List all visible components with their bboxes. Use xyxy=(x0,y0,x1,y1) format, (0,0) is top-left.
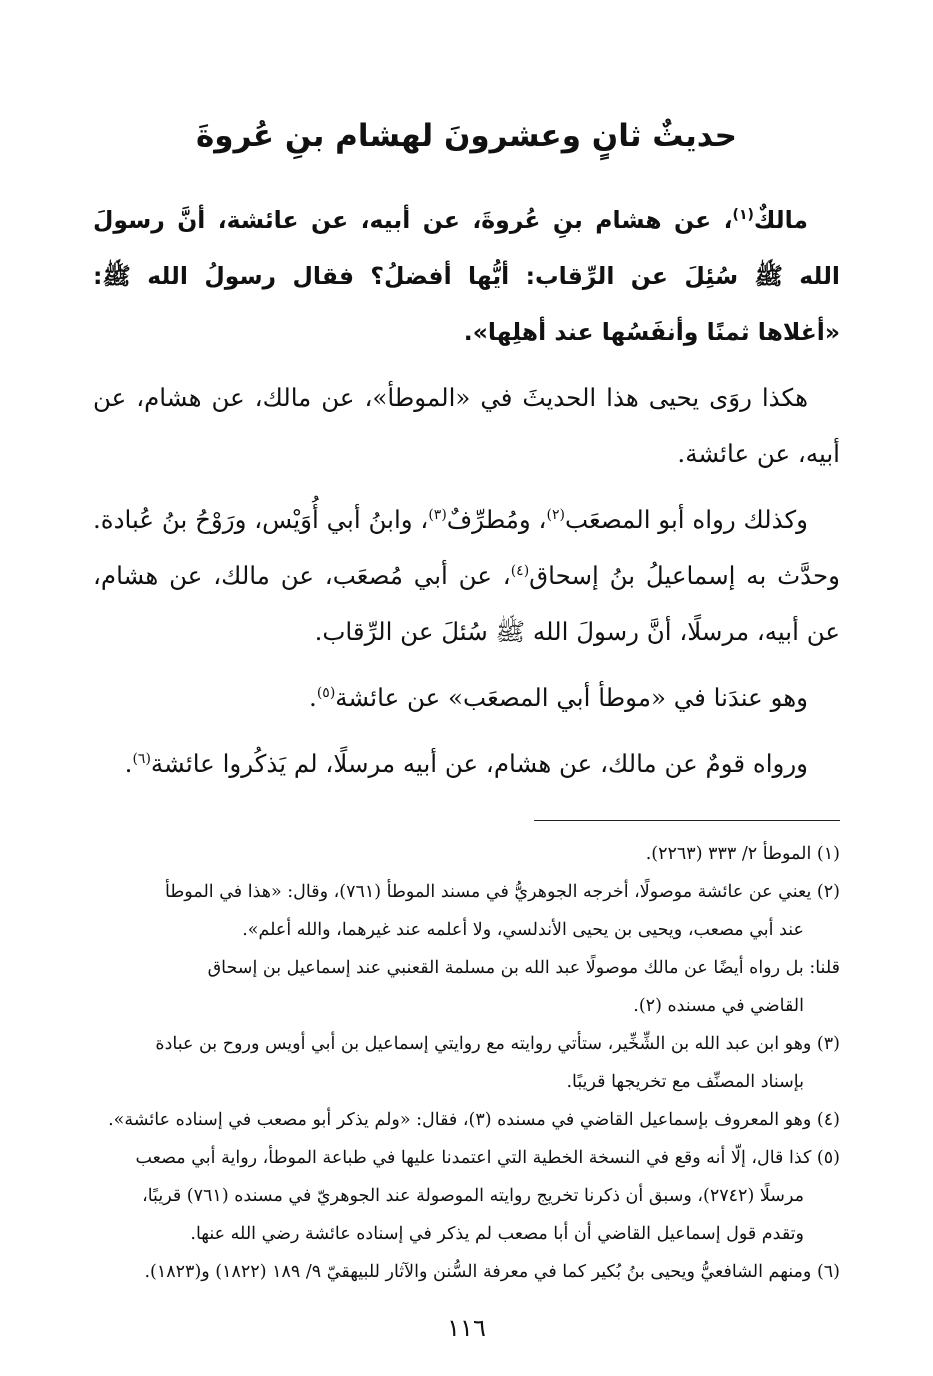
paragraph-3-text: وهو عندَنا في «موطأ أبي المصعَب» عن عائشة xyxy=(335,682,808,712)
page-number: ١١٦ xyxy=(447,1314,486,1342)
paragraph-2-text: وكذلك رواه أبو المصعَب xyxy=(564,504,808,534)
hadith-title: حديثٌ ثانٍ وعشرونَ لهشام بنِ عُروةَ xyxy=(196,118,737,154)
footnote-ref-6: (٦) xyxy=(132,750,151,767)
footnote-line: عند أبي مصعب، ويحيى بن يحيى الأندلسي، ولا أعلمه عند غيرهما، والله أعلم». xyxy=(242,919,804,940)
paragraph-1: هكذا روَى يحيى هذا الحديثَ في «الموطأ»، عن مالك، عن هشام، عن أبيه، عن عائشة. xyxy=(93,382,840,468)
footnote-line: (٦) ومنهم الشافعيُّ ويحيى بنُ بُكير كما في معرفة السُّنن والآثار للبيهقيّ ٩/ ١٨٩ (١٨٢٢) و(١٨٢٣). xyxy=(144,1261,840,1282)
paragraph-4-text: . xyxy=(124,748,133,778)
footnote-line: (٥) كذا قال، إلّا أنه وقع في النسخة الخطية التي اعتمدنا عليها في طباعة الموطأ، رواية أبي مصعب xyxy=(135,1147,840,1168)
footnote-ref-5: (٥) xyxy=(316,684,336,701)
footnote-line: (٢) يعني عن عائشة موصولًا، أخرجه الجوهريُّ في مسند الموطأ (٧٦١)، وقال: «هذا في الموطأ xyxy=(165,881,840,902)
paragraph-4-text: ورواه قومٌ عن مالك، عن هشام، عن أبيه مرسلًا، لم يَذكُروا عائشة xyxy=(150,748,808,778)
footnote-ref-3: (٣) xyxy=(428,506,447,523)
footnote-line: (١) الموطأ ٢/ ٣٣٣ (٢٢٦٣). xyxy=(645,843,840,864)
footnote-line: قلنا: بل رواه أيضًا عن مالك موصولًا عبد الله بن مسلمة القعنبي عند إسماعيل بن إسحاق xyxy=(207,957,840,978)
hadith-text-rest: ، عن هشام بنِ عُروةَ، عن أبيه، عن عائشة، أنَّ رسولَ الله ﷺ سُئِلَ عن الرِّقاب: أيُّها أفضلُ؟ فقال رسولُ الله ﷺ: «أغلاها ثمنًا وأنفَسُها عند أهلِها». xyxy=(93,205,840,346)
paragraph-3 xyxy=(93,670,840,726)
footnote-5 xyxy=(93,1139,840,1253)
footnote-line: وتقدم قول إسماعيل القاضي أن أبا مصعب لم يذكر في إسناده عائشة رضي الله عنها. xyxy=(190,1223,804,1244)
footnote-ref-2: (٢) xyxy=(546,506,565,523)
footnote-6 xyxy=(93,1253,840,1291)
paragraph-2 xyxy=(93,492,840,660)
footnote-line: (٤) وهو المعروف بإسماعيل القاضي في مسنده (٣)، فقال: «ولم يذكر أبو مصعب في إسناده عائشة». xyxy=(108,1109,840,1130)
footnote-ref-1: (١) xyxy=(732,206,754,223)
paragraph-2-text: ، عن أبي مُصعَب، عن مالك، عن هشام، عن أبيه، مرسلًا، أنَّ رسولَ الله ﷺ سُئلَ عن الرِّقاب. xyxy=(93,560,840,646)
footnote-line: مرسلًا (٢٧٤٢)، وسبق أن ذكرنا تخريج روايته الموصولة عند الجوهريّ في مسنده (٧٦١) قريبًا، xyxy=(142,1185,804,1206)
footnote-ref-4: (٤) xyxy=(510,562,530,579)
footnote-2 xyxy=(93,873,840,1025)
hadith-text-start: مالكٌ xyxy=(753,205,808,234)
paragraph-3-text: . xyxy=(309,682,317,712)
paragraph-4 xyxy=(93,736,840,792)
paragraph-2-text: ، وابنُ أبي أُوَيْس، ورَوْحُ بنُ عُبادة. وحدَّث به إسماعيلُ بنُ إسحاق xyxy=(93,504,840,590)
footnote-divider xyxy=(534,820,840,821)
footnote-line: القاضي في مسنده (٢). xyxy=(633,995,804,1016)
footnote-line: بإسناد المصنِّف مع تخريجها قريبًا. xyxy=(566,1071,804,1092)
footnote-4 xyxy=(93,1101,840,1139)
footnote-3 xyxy=(93,1025,840,1101)
footnote-1 xyxy=(93,835,840,873)
footnote-line: (٣) وهو ابن عبد الله بن الشِّخِّير، ستأتي روايته مع روايتي إسماعيل بن أبي أويس وروح بن عبادة xyxy=(155,1033,840,1054)
paragraph-2-text: ، ومُطرِّفٌ xyxy=(446,504,547,534)
hadith-text xyxy=(93,192,840,360)
footnotes xyxy=(93,835,840,1291)
